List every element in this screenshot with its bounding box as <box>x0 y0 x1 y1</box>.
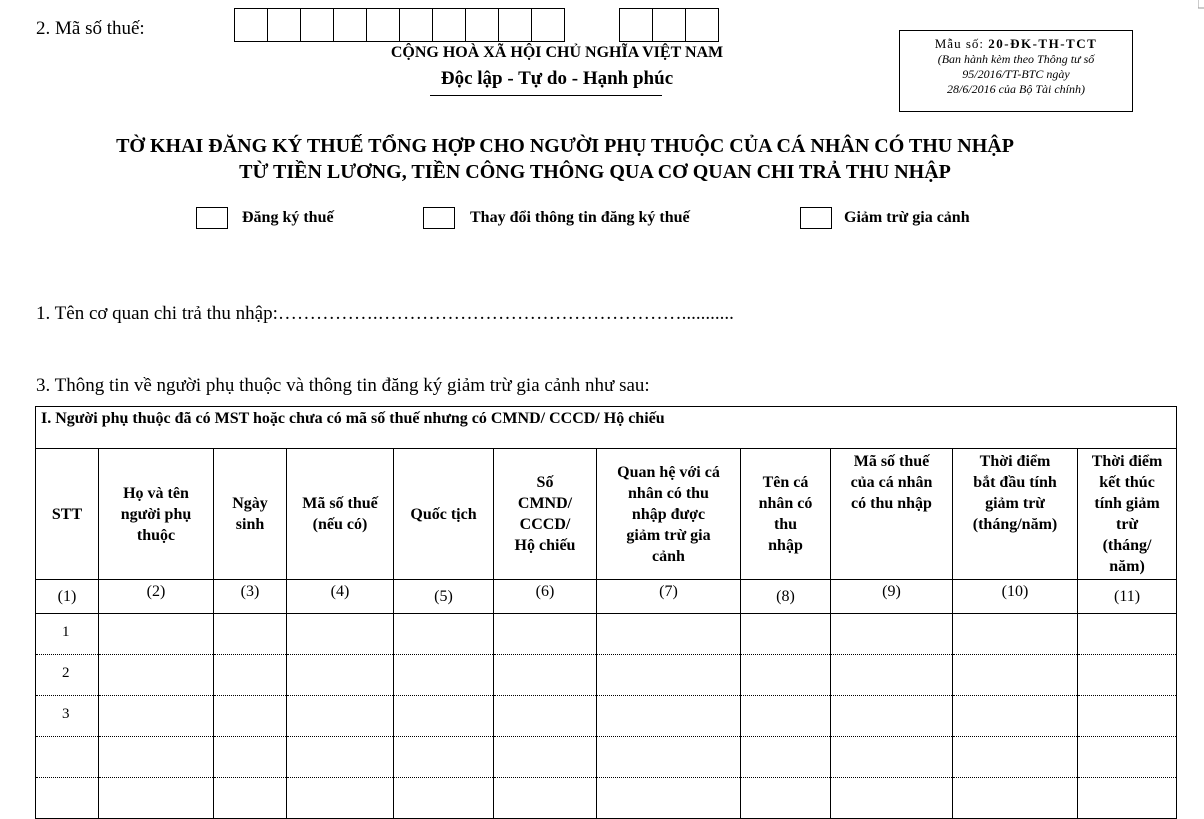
tax-code-digit-box[interactable] <box>531 8 565 42</box>
table-cell[interactable] <box>831 778 953 819</box>
col-number: (2) <box>99 580 214 614</box>
col-number: (11) <box>1078 580 1177 614</box>
tax-code-digit-box[interactable] <box>465 8 499 42</box>
col-number: (3) <box>214 580 287 614</box>
deduction-label: Giảm trừ gia cảnh <box>844 209 970 226</box>
col-number: (9) <box>831 580 953 614</box>
table-cell[interactable] <box>953 778 1078 819</box>
row-index <box>36 778 99 819</box>
change-info-checkbox[interactable] <box>423 207 455 229</box>
table-cell[interactable] <box>741 655 831 696</box>
table-cell[interactable] <box>99 778 214 819</box>
col-number: (8) <box>741 580 831 614</box>
table-cell[interactable] <box>597 696 741 737</box>
table-cell[interactable] <box>394 655 494 696</box>
row-index <box>36 737 99 778</box>
table-cell[interactable] <box>214 778 287 819</box>
tax-code-suffix-box[interactable] <box>652 8 686 42</box>
table-cell[interactable] <box>394 696 494 737</box>
table-cell[interactable] <box>214 655 287 696</box>
table-cell[interactable] <box>953 614 1078 655</box>
table-cell[interactable] <box>597 614 741 655</box>
tax-code-digit-box[interactable] <box>366 8 400 42</box>
col-header-id-number: Số CMND/ CCCD/ Hộ chiếu <box>494 449 597 580</box>
col-header-taxpayer-name: Tên cá nhân có thu nhập <box>741 449 831 580</box>
col-header-nationality: Quốc tịch <box>394 449 494 580</box>
tax-code-label: 2. Mã số thuế: <box>36 18 145 39</box>
national-header: CỘNG HOÀ XÃ HỘI CHỦ NGHĨA VIỆT NAM <box>390 44 724 61</box>
tax-code-digit-box[interactable] <box>234 8 268 42</box>
table-cell[interactable] <box>831 696 953 737</box>
table-cell[interactable] <box>597 778 741 819</box>
section-title: I. Người phụ thuộc đã có MST hoặc chưa có mã số thuế nhưng có CMND/ CCCD/ Hộ chiếu <box>36 407 1177 449</box>
col-header-name: Họ và tên người phụ thuộc <box>99 449 214 580</box>
table-cell[interactable] <box>597 655 741 696</box>
table-cell[interactable] <box>831 737 953 778</box>
table-cell[interactable] <box>287 655 394 696</box>
table-cell[interactable] <box>494 778 597 819</box>
tax-code-suffix-box[interactable] <box>619 8 653 42</box>
table-cell[interactable] <box>394 737 494 778</box>
col-header-tax-code: Mã số thuế (nếu có) <box>287 449 394 580</box>
row-index: 2 <box>36 655 99 696</box>
table-cell[interactable] <box>1078 614 1177 655</box>
row-index: 3 <box>36 696 99 737</box>
table-cell[interactable] <box>99 655 214 696</box>
payer-name-field[interactable]: 1. Tên cơ quan chi trả thu nhập:…………….…………………………………………........... <box>36 303 734 324</box>
table-cell[interactable] <box>953 696 1078 737</box>
table-cell[interactable] <box>741 614 831 655</box>
tax-code-digit-box[interactable] <box>498 8 532 42</box>
form-title-line2: TỪ TIỀN LƯƠNG, TIỀN CÔNG THÔNG QUA CƠ QUAN CHI TRẢ THU NHẬP <box>239 161 951 183</box>
table-cell[interactable] <box>1078 696 1177 737</box>
national-motto: Độc lập - Tự do - Hạnh phúc <box>440 68 674 89</box>
col-number: (7) <box>597 580 741 614</box>
table-cell[interactable] <box>953 737 1078 778</box>
tax-code-digit-box[interactable] <box>300 8 334 42</box>
col-number: (5) <box>394 580 494 614</box>
table-cell[interactable] <box>831 655 953 696</box>
table-cell[interactable] <box>1078 737 1177 778</box>
dependents-table <box>35 406 1177 819</box>
col-number: (1) <box>36 580 99 614</box>
table-cell[interactable] <box>1078 778 1177 819</box>
table-cell[interactable] <box>494 614 597 655</box>
form-note: (Ban hành kèm theo Thông tư số 95/2016/TT-BTC ngày 28/6/2016 của Bộ Tài chính) <box>937 52 1095 96</box>
deduction-checkbox[interactable] <box>800 207 832 229</box>
table-cell[interactable] <box>741 696 831 737</box>
table-cell[interactable] <box>831 614 953 655</box>
dependents-table-wrap <box>35 406 1176 819</box>
table-cell[interactable] <box>494 696 597 737</box>
col-header-end-time: Thời điểm kết thúc tính giảm trừ (tháng/ năm) <box>1078 449 1177 580</box>
table-cell[interactable] <box>287 696 394 737</box>
col-number: (6) <box>494 580 597 614</box>
table-cell[interactable] <box>741 778 831 819</box>
row-index: 1 <box>36 614 99 655</box>
table-cell[interactable] <box>99 737 214 778</box>
tax-code-suffix-boxes <box>619 8 718 42</box>
motto-underline <box>430 95 662 96</box>
col-header-relationship: Quan hệ với cá nhân có thu nhập được giảm trừ gia cảnh <box>597 449 741 580</box>
change-info-label: Thay đổi thông tin đăng ký thuế <box>470 209 690 226</box>
form-title-line1: TỜ KHAI ĐĂNG KÝ THUẾ TỔNG HỢP CHO NGƯỜI PHỤ THUỘC CỦA CÁ NHÂN CÓ THU NHẬP <box>116 135 1014 157</box>
table-cell[interactable] <box>741 737 831 778</box>
table-cell[interactable] <box>394 614 494 655</box>
table-cell[interactable] <box>214 614 287 655</box>
table-cell[interactable] <box>1078 655 1177 696</box>
table-cell[interactable] <box>99 614 214 655</box>
col-header-stt: STT <box>36 449 99 580</box>
register-label: Đăng ký thuế <box>242 209 334 226</box>
col-number: (4) <box>287 580 394 614</box>
table-cell[interactable] <box>494 737 597 778</box>
table-cell[interactable] <box>394 778 494 819</box>
form-code: Mẫu số: 20-ĐK-TH-TCT <box>934 36 1098 51</box>
table-cell[interactable] <box>597 737 741 778</box>
dependents-info-label: 3. Thông tin về người phụ thuộc và thông tin đăng ký giảm trừ gia cảnh như sau: <box>36 375 650 396</box>
form-code-box <box>899 30 1133 112</box>
tax-code-suffix-box[interactable] <box>685 8 719 42</box>
table-cell[interactable] <box>214 737 287 778</box>
table-cell[interactable] <box>953 655 1078 696</box>
table-cell[interactable] <box>99 696 214 737</box>
register-checkbox[interactable] <box>196 207 228 229</box>
tax-code-boxes <box>234 8 564 42</box>
tax-code-digit-box[interactable] <box>399 8 433 42</box>
col-header-taxpayer-code: Mã số thuế của cá nhân có thu nhập <box>831 449 953 580</box>
tax-code-digit-box[interactable] <box>432 8 466 42</box>
tax-code-digit-box[interactable] <box>267 8 301 42</box>
table-cell[interactable] <box>494 655 597 696</box>
table-cell[interactable] <box>287 737 394 778</box>
col-number: (10) <box>953 580 1078 614</box>
col-header-start-time: Thời điểm bắt đầu tính giảm trừ (tháng/năm) <box>953 449 1078 580</box>
table-cell[interactable] <box>287 778 394 819</box>
tax-code-digit-box[interactable] <box>333 8 367 42</box>
table-cell[interactable] <box>214 696 287 737</box>
table-cell[interactable] <box>287 614 394 655</box>
corner-marker-icon <box>1198 0 1204 9</box>
col-header-dob: Ngày sinh <box>214 449 287 580</box>
